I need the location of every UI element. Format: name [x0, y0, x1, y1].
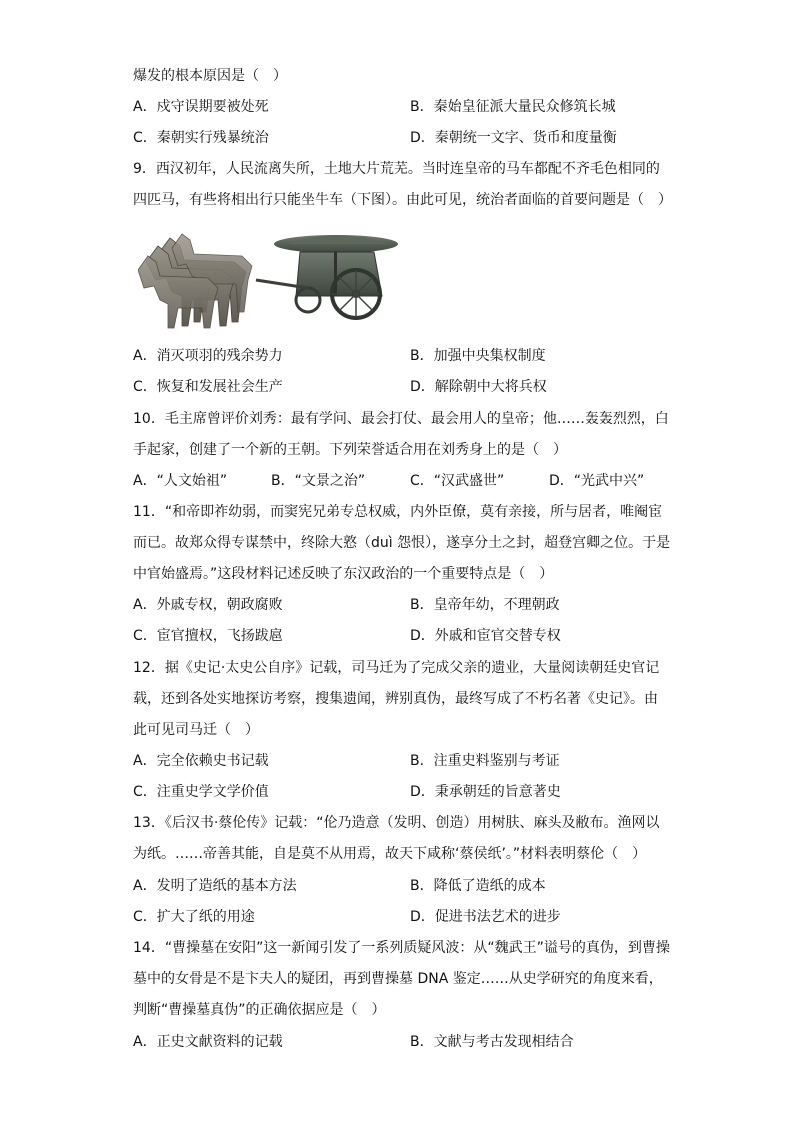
q13-option-a[interactable]: A．发明了造纸的基本方法	[133, 878, 297, 894]
q8-stem-tail: 爆发的根本原因是（ ）	[133, 68, 287, 84]
q8-option-b[interactable]: B．秦始皇征派大量民众修筑长城	[410, 99, 616, 115]
q13-stem-line-2: 为纸。……帝善其能，自是莫不从用焉，故天下咸称‘蔡侯纸’。”材料表明蔡伦（ ）	[133, 846, 647, 862]
q8-option-c[interactable]: C．秦朝实行残暴统治	[133, 130, 269, 146]
q12-stem-line-2: 载，还到各处实地探访考察，搜集遗闻，辨别真伪，最终写成了不朽名著《史记》。由	[133, 691, 658, 707]
q10-stem-line-2: 手起家，创建了一个新的王朝。下列荣誉适合用在刘秀身上的是（ ）	[133, 442, 567, 458]
q11-stem-line-1: 11．“和帝即祚幼弱，而窦宪兄弟专总权威，内外臣僚，莫有亲接，所与居者，唯阉宦	[133, 504, 663, 520]
q11-option-c[interactable]: C．宦官擅权，飞扬跋扈	[133, 628, 283, 644]
q10-stem-line-1: 10．毛主席曾评价刘秀：最有学问、最会打仗、最会用人的皇帝；他……轰轰烈烈，白	[133, 411, 669, 427]
q13-option-d[interactable]: D．促进书法艺术的进步	[410, 909, 561, 925]
q9-stem-line-2: 四匹马，有些将相出行只能坐牛车（下图）。由此可见，统治者面临的首要问题是（ ）	[133, 192, 672, 208]
q13-option-c[interactable]: C．扩大了纸的用途	[133, 909, 255, 925]
q14-stem-line-1: 14．“曹操墓在安阳”这一新闻引发了一系列质疑风波：从“魏武王”谥号的真伪，到曹操	[133, 940, 670, 956]
q10-option-a[interactable]: A．“人文始祖”	[133, 473, 228, 489]
q14-option-b[interactable]: B．文献与考古发现相结合	[410, 1034, 574, 1050]
q8-option-a[interactable]: A．戍守误期要被处死	[133, 99, 269, 115]
q11-option-a[interactable]: A．外戚专权，朝政腐败	[133, 597, 283, 613]
q10-option-b[interactable]: B．“文景之治”	[271, 473, 366, 489]
q11-stem-line-2: 而已。故郑众得专谋禁中，终除大憝（duì 怨恨），遂享分土之封，超登宫卿之位。于是	[133, 535, 671, 551]
q14-stem-line-3: 判断“曹操墓真伪”的正确依据应是（ ）	[133, 1002, 386, 1018]
q14-option-a[interactable]: A．正史文献资料的记载	[133, 1034, 283, 1050]
q9-option-c[interactable]: C．恢复和发展社会生产	[133, 379, 283, 395]
q12-stem-line-1: 12．据《史记·太史公自序》记载，司马迁为了完成父亲的遗业，大量阅读朝廷史官记	[133, 660, 660, 676]
q10-option-c[interactable]: C．“汉武盛世”	[410, 473, 505, 489]
q12-option-c[interactable]: C．注重史学文学价值	[133, 784, 269, 800]
q9-stem-line-1: 9．西汉初年，人民流离失所，土地大片荒芜。当时连皇帝的马车都配不齐毛色相同的	[133, 161, 660, 177]
q11-option-d[interactable]: D．外戚和宦官交替专权	[410, 628, 561, 644]
q14-stem-line-2: 墓中的女骨是不是卞夫人的疑团，再到曹操墓 DNA 鉴定……从史学研究的角度来看，	[133, 971, 663, 987]
q9-option-b[interactable]: B．加强中央集权制度	[410, 348, 546, 364]
q10-option-d[interactable]: D．“光武中兴”	[549, 473, 645, 489]
q8-option-d[interactable]: D．秦朝统一文字、货币和度量衡	[410, 130, 617, 146]
q9-option-a[interactable]: A．消灭项羽的残余势力	[133, 348, 283, 364]
q12-stem-line-3: 此可见司马迁（ ）	[133, 722, 259, 738]
q11-stem-line-3: 中官始盛焉。”这段材料记述反映了东汉政治的一个重要特点是（ ）	[133, 566, 554, 582]
q13-stem-line-1: 13．《后汉书·蔡伦传》记载：“伦乃造意（发明、创造）用树肤、麻头及敝布。渔网以	[133, 815, 660, 831]
q12-option-a[interactable]: A．完全依赖史书记载	[133, 753, 269, 769]
q13-option-b[interactable]: B．降低了造纸的成本	[410, 878, 546, 894]
bronze-chariot-image	[138, 222, 400, 330]
q11-option-b[interactable]: B．皇帝年幼，不理朝政	[410, 597, 560, 613]
q12-option-b[interactable]: B．注重史料鉴别与考证	[410, 753, 560, 769]
q12-option-d[interactable]: D．秉承朝廷的旨意著史	[410, 784, 561, 800]
q9-option-d[interactable]: D．解除朝中大将兵权	[410, 379, 547, 395]
